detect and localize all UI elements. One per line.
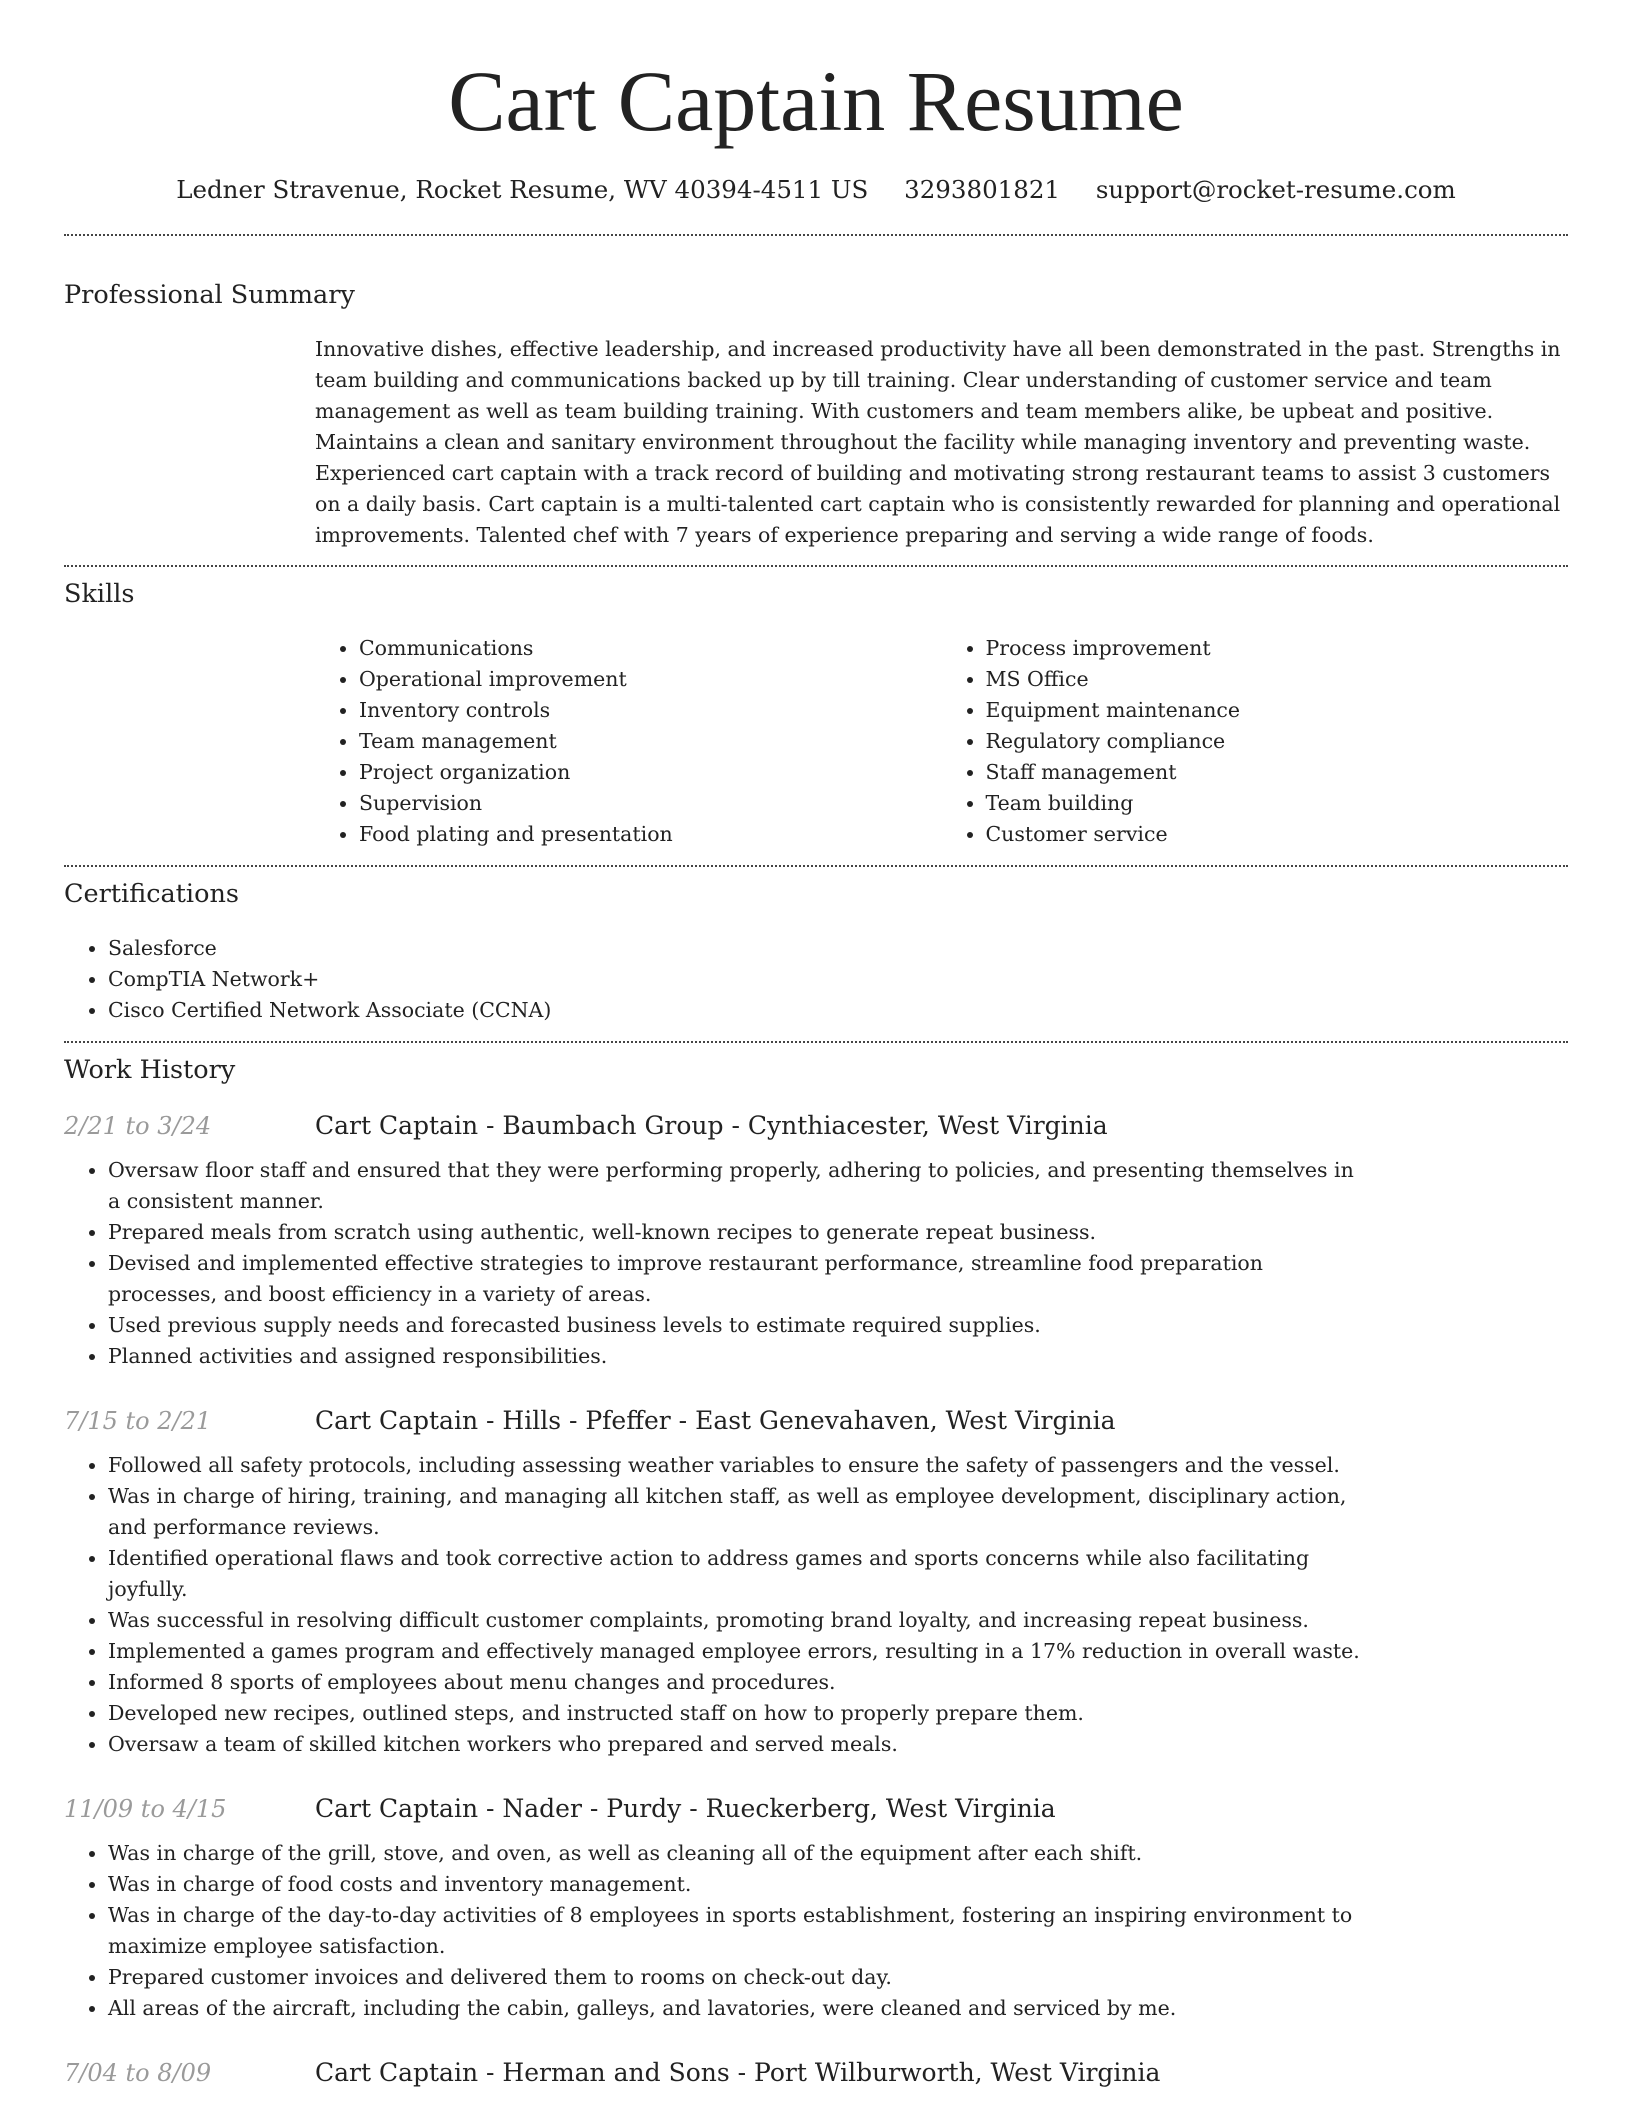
- job-duty: • Oversaw a team of skilled kitchen workers who prepared and served meals.: [108, 1729, 1361, 1760]
- job-dates: 2/21 to 3/24: [64, 1112, 212, 1140]
- job-header: [64, 2056, 1568, 2089]
- job-header: [64, 1404, 1568, 1437]
- skill-item: • Staff management: [986, 757, 1569, 788]
- job-duties: [64, 1838, 1361, 2024]
- skill-item: • Project organization: [359, 757, 942, 788]
- section-title-work-history: Work History: [64, 1055, 236, 1085]
- summary-text: Innovative dishes, effective leadership, and increased productivity have all been demonstrated in the past. Strengths in team building and communications backed up by till training. Clear understanding of customer service and team management as well as team building training. With customers and team members alike, be upbeat and positive. Maintains a clean and sanitary environment throughout the facility while managing inventory and preventing waste. Experienced cart captain with a track record of building and motivating strong restaurant teams to assist 3 customers on a daily basis. Cart captain is a multi-talented cart captain who is consistently rewarded for planning and operational improvements. Talented chef with 7 years of experience preparing and serving a wide range of foods.: [315, 337, 1561, 547]
- skill-item: • Inventory controls: [359, 695, 942, 726]
- divider: [64, 1041, 1568, 1043]
- skill-item: • Equipment maintenance: [986, 695, 1569, 726]
- job-duty: • All areas of the aircraft, including the cabin, galleys, and lavatories, were cleaned and serviced by me.: [108, 1993, 1361, 2024]
- job-duty: • Was in charge of the day-to-day activities of 8 employees in sports establishment, fostering an inspiring environment to maximize employee satisfaction.: [108, 1900, 1361, 1962]
- job-title: Cart Captain - Baumbach Group - Cynthiacester, West Virginia: [315, 1111, 1108, 1140]
- skill-item: • Customer service: [986, 819, 1569, 850]
- job-duty: • Prepared customer invoices and delivered them to rooms on check-out day.: [108, 1962, 1361, 1993]
- job-header: [64, 1792, 1568, 1825]
- skills-column-right: [942, 633, 1569, 850]
- job-duty: • Implemented a games program and effectively managed employee errors, resulting in a 17% reduction in overall waste.: [108, 1636, 1361, 1667]
- skill-item: • MS Office: [986, 664, 1569, 695]
- section-title-certifications: Certifications: [64, 879, 239, 909]
- job-duty: • Was successful in resolving difficult customer complaints, promoting brand loyalty, and increasing repeat business.: [108, 1605, 1361, 1636]
- job-entry: [64, 1792, 1568, 2024]
- job-entry: [64, 2056, 1568, 2089]
- job-title: Cart Captain - Herman and Sons - Port Wilburworth, West Virginia: [315, 2058, 1161, 2087]
- job-dates: 7/04 to 8/09: [64, 2059, 212, 2087]
- contact-line: [64, 175, 1568, 205]
- section-title-summary: Professional Summary: [64, 280, 355, 310]
- job-dates: 7/15 to 2/21: [64, 1407, 212, 1435]
- job-duty: • Oversaw floor staff and ensured that they were performing properly, adhering to policies, and presenting themselves in a consistent manner.: [108, 1155, 1361, 1217]
- resume-page: [64, 0, 1568, 2089]
- job-duty: • Identified operational flaws and took corrective action to address games and sports concerns while also facilitating joyfully.: [108, 1543, 1361, 1605]
- skill-item: • Team building: [986, 788, 1569, 819]
- skill-item: • Communications: [359, 633, 942, 664]
- job-duty: • Devised and implemented effective strategies to improve restaurant performance, streamline food preparation processes, and boost efficiency in a variety of areas.: [108, 1248, 1361, 1310]
- job-duty: • Was in charge of hiring, training, and managing all kitchen staff, as well as employee development, disciplinary action, and performance reviews.: [108, 1481, 1361, 1543]
- skill-item: • Regulatory compliance: [986, 726, 1569, 757]
- job-duty: • Informed 8 sports of employees about menu changes and procedures.: [108, 1667, 1361, 1698]
- divider: [64, 865, 1568, 867]
- contact-email: support@rocket-resume.com: [1095, 175, 1456, 204]
- job-duty: • Used previous supply needs and forecasted business levels to estimate required supplies.: [108, 1310, 1361, 1341]
- certification-item: • Cisco Certified Network Associate (CCNA): [108, 995, 1568, 1026]
- job-duties: [64, 1450, 1361, 1760]
- job-title: Cart Captain - Nader - Purdy - Rueckerberg, West Virginia: [315, 1794, 1056, 1823]
- certifications-list: [64, 933, 1568, 1026]
- job-header: [64, 1109, 1568, 1142]
- certification-item: • CompTIA Network+: [108, 964, 1568, 995]
- section-title-skills: Skills: [64, 579, 135, 609]
- job-duty: • Developed new recipes, outlined steps, and instructed staff on how to properly prepare them.: [108, 1698, 1361, 1729]
- job-duty: • Was in charge of the grill, stove, and oven, as well as cleaning all of the equipment after each shift.: [108, 1838, 1361, 1869]
- job-entry: [64, 1404, 1568, 1760]
- skill-item: • Supervision: [359, 788, 942, 819]
- job-duty: • Prepared meals from scratch using authentic, well-known recipes to generate repeat business.: [108, 1217, 1361, 1248]
- resume-title: Cart Captain Resume: [448, 53, 1184, 149]
- job-duty: • Was in charge of food costs and inventory management.: [108, 1869, 1361, 1900]
- job-title: Cart Captain - Hills - Pfeffer - East Genevahaven, West Virginia: [315, 1406, 1116, 1435]
- skill-item: • Operational improvement: [359, 664, 942, 695]
- skill-item: • Process improvement: [986, 633, 1569, 664]
- certification-item: • Salesforce: [108, 933, 1568, 964]
- divider: [64, 234, 1568, 236]
- divider: [64, 565, 1568, 567]
- skills-list: [315, 633, 1568, 850]
- job-duties: [64, 1155, 1361, 1372]
- job-duty: • Followed all safety protocols, including assessing weather variables to ensure the safety of passengers and the vessel.: [108, 1450, 1361, 1481]
- skill-item: • Team management: [359, 726, 942, 757]
- job-duty: • Planned activities and assigned responsibilities.: [108, 1341, 1361, 1372]
- job-dates: 11/09 to 4/15: [64, 1795, 227, 1823]
- skills-column-left: [315, 633, 942, 850]
- job-entry: [64, 1109, 1568, 1372]
- skill-item: • Food plating and presentation: [359, 819, 942, 850]
- contact-address: Ledner Stravenue, Rocket Resume, WV 40394-4511 US: [176, 175, 869, 204]
- contact-phone: 3293801821: [904, 175, 1061, 204]
